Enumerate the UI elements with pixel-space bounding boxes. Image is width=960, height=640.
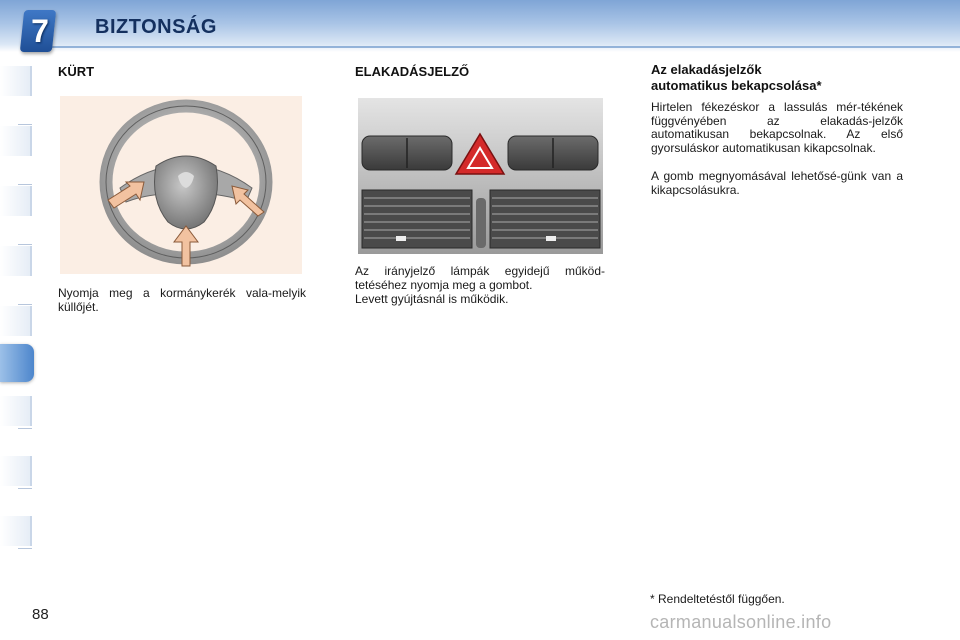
dashboard-icon: [358, 98, 603, 254]
auto-heading-line2: automatikus bekapcsolása*: [651, 78, 822, 93]
chapter-tab[interactable]: [0, 66, 32, 96]
chapter-tab[interactable]: [0, 456, 32, 486]
tab-divider: [18, 124, 32, 125]
hazard-text-2: Levett gyújtásnál is működik.: [355, 292, 509, 306]
watermark: carmanualsonline.info: [650, 612, 832, 632]
chapter-number: 7: [31, 13, 49, 49]
tab-divider: [18, 488, 32, 489]
auto-heading-line1: Az elakadásjelzők: [651, 62, 762, 77]
auto-text-2: A gomb megnyomásával lehetősé-günk van a kikapcsolásukra.: [651, 169, 903, 197]
header-rule: [30, 46, 960, 48]
auto-text-1: Hirtelen fékezéskor a lassulás mér-tékének függvényében az elakadás-jelzők automatikusan bekapcsolnak. Az első gyorsuláskor automatikusan kikapcsolnak.: [651, 100, 903, 155]
chapter-tab[interactable]: [0, 396, 32, 426]
tab-divider: [18, 548, 32, 549]
horn-heading: KÜRT: [58, 64, 95, 79]
chapter-tab-active[interactable]: [0, 344, 34, 382]
chapter-tab[interactable]: [0, 306, 32, 336]
steering-wheel-icon: [60, 96, 302, 274]
page-number: 88: [32, 606, 49, 623]
chapter-tab[interactable]: [0, 246, 32, 276]
chapter-tab[interactable]: [0, 186, 32, 216]
chapter-tab[interactable]: [0, 516, 32, 546]
hazard-switch-image: [358, 98, 603, 254]
horn-text: Nyomja meg a kormánykerék vala-melyik küllőjét.: [58, 286, 306, 314]
chapter-tabs: [0, 66, 34, 576]
tab-divider: [18, 428, 32, 429]
chapter-tab[interactable]: [0, 126, 32, 156]
footnote: * Rendeltetéstől függően.: [650, 592, 785, 606]
page-title: BIZTONSÁG: [95, 16, 217, 38]
tab-divider: [18, 184, 32, 185]
auto-heading: [651, 62, 822, 94]
tab-divider: [18, 244, 32, 245]
steering-wheel-image: [60, 96, 302, 274]
hazard-heading: ELAKADÁSJELZŐ: [355, 64, 470, 79]
hazard-text-1: Az irányjelző lámpák egyidejű működ-tetéséhez nyomja meg a gombot.: [355, 264, 605, 292]
tab-divider: [18, 304, 32, 305]
